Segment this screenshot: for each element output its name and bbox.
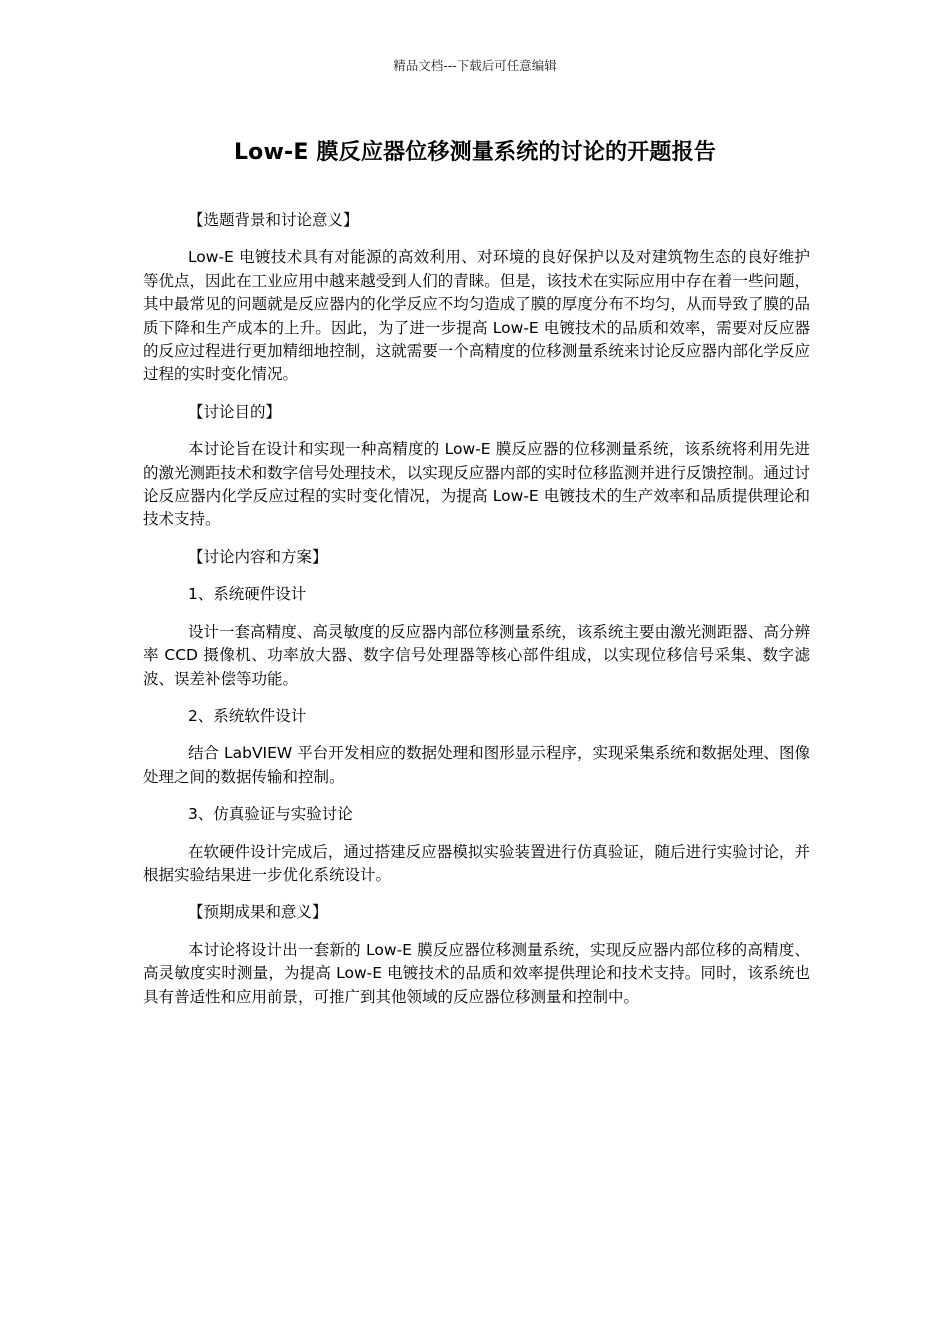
- paragraph-hardware: 设计一套高精度、高灵敏度的反应器内部位移测量系统，该系统主要由激光测距器、高分辨率 CCD 摄像机、功率放大器、数字信号处理器等核心部件组成，以实现位移信号采集、数字滤波、误差补偿等功能。: [143, 622, 810, 688]
- paragraph-results: 本讨论将设计出一套新的 Low-E 膜反应器位移测量系统，实现反应器内部位移的高精度、高灵敏度实时测量，为提高 Low-E 电镀技术的品质和效率提供理论和技术支持。同时，该系统也具有普适性和应用前景，可推广到其他领域的反应器位移测量和控制中。: [143, 940, 810, 1006]
- paragraph-simulation: 在软硬件设计完成后，通过搭建反应器模拟实验装置进行仿真验证，随后进行实验讨论，并根据实验结果进一步优化系统设计。: [143, 842, 810, 884]
- document-body: [143, 209, 810, 1023]
- section-heading-results: 【预期成果和意义】: [187, 903, 328, 922]
- document-title: Low-E 膜反应器位移测量系统的讨论的开题报告: [233, 140, 717, 165]
- paragraph-software: 结合 LabVIEW 平台开发相应的数据处理和图形显示程序，实现采集系统和数据处理、图像处理之间的数据传输和控制。: [143, 744, 810, 786]
- section-heading-background: 【选题背景和讨论意义】: [187, 211, 359, 229]
- subsection-title-software: 2、系统软件设计: [187, 706, 307, 725]
- paragraph-purpose: 本讨论旨在设计和实现一种高精度的 Low-E 膜反应器的位移测量系统，该系统将利用先进的激光测距技术和数字信号处理技术，以实现反应器内部的实时位移监测并进行反馈控制。通过讨论反应器内化学反应过程的实时变化情况，为提高 Low-E 电镀技术的生产效率和品质提供理论和技术支持。: [143, 440, 810, 529]
- subsection-title-hardware: 1、系统硬件设计: [187, 585, 307, 604]
- section-heading-content: 【讨论内容和方案】: [187, 547, 328, 566]
- header-note: 精品文档---下载后可任意编辑: [393, 58, 557, 73]
- subsection-title-simulation: 3、仿真验证与实验讨论: [187, 805, 353, 824]
- section-heading-purpose: 【讨论目的】: [187, 402, 281, 421]
- paragraph-background: Low-E 电镀技术具有对能源的高效利用、对环境的良好保护以及对建筑物生态的良好维护等优点，因此在工业应用中越来越受到人们的青睐。但是，该技术在实际应用中存在着一些问题，其中最常见的问题就是反应器内的化学反应不均匀造成了膜的厚度分布不均匀，从而导致了膜的品质下降和生产成本的上升。因此，为了进一步提高 Low-E 电镀技术的品质和效率，需要对反应器的反应过程进行更加精细地控制，这就需要一个高精度的位移测量系统来讨论反应器内部化学反应过程的实时变化情况。: [143, 248, 810, 384]
